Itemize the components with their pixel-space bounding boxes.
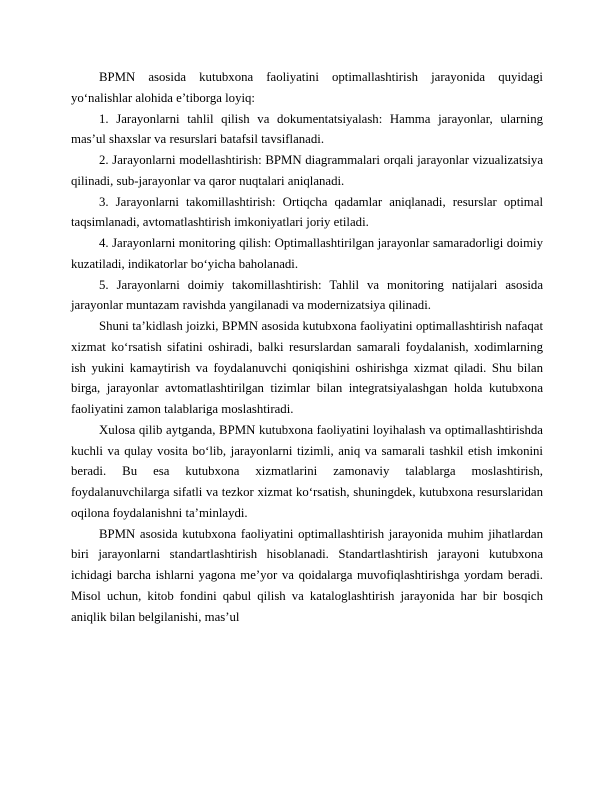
list-item-4: 4. Jarayonlarni monitoring qilish: Optimallashtirilgan jarayonlar samaradorligi doimiy kuzatiladi, indikatorlar bo‘yicha baholanadi. — [71, 236, 543, 271]
list-item-2: 2. Jarayonlarni modellashtirish: BPMN diagrammalari orqali jarayonlar vizualizatsiya qilinadi, sub-jarayonlar va qaror nuqtalari aniqlanadi. — [71, 153, 543, 188]
paragraph-intro: BPMN asosida kutubxona faoliyatini optimallashtirish jarayonida quyidagi yo‘nalishlar alohida e’tiborga loyiq: — [71, 70, 543, 105]
paragraph-emphasis: Shuni ta’kidlash joizki, BPMN asosida kutubxona faoliyatini optimallashtirish nafaqat xizmat ko‘rsatish sifatini oshiradi, balki resurslardan samarali foydalanish, xodimlarning ish yukini kamaytirish va foydalanuvchi qoniqishini oshirishga xizmat qiladi. Shu bilan birga, jarayonlar avtomatlashtirilgan tizimlar bilan integratsiyalashgan holda kutubxona faoliyatini zamon talablariga moslashtiradi. — [71, 319, 543, 416]
paragraph-standardization: BPMN asosida kutubxona faoliyatini optimallashtirish jarayonida muhim jihatlardan biri jarayonlarni standartlashtirish hisoblanadi. Standartlashtirish jarayoni kutubxona ichidagi barcha ishlarni yagona me’yor va qoidalarga muvofiqlashtirishga yordam beradi. Misol uchun, kitob fondini qabul qilish va kataloglashtirish jarayonida har bir bosqich aniqlik bilan belgilanishi, mas’ul — [71, 526, 543, 624]
list-item-3: 3. Jarayonlarni takomillashtirish: Ortiqcha qadamlar aniqlanadi, resurslar optimal taqsimlanadi, avtomatlashtirish imkoniyatlari joriy etiladi. — [71, 194, 543, 230]
body-text — [71, 67, 543, 627]
paragraph-conclusion: Xulosa qilib aytganda, BPMN kutubxona faoliyatini loyihalash va optimallashtirishda kuchli va qulay vosita bo‘lib, jarayonlarni tizimli, aniq va samarali tashkil etish imkonini beradi. Bu esa kutubxona xizmatlarini zamonaviy talablarga moslashtirish, foydalanuvchilarga sifatli va tezkor xizmat ko‘rsatish, shuningdek, kutubxona resurslaridan oqilona foydalanishni ta’minlaydi. — [71, 422, 543, 520]
list-item-5: 5. Jarayonlarni doimiy takomillashtirish: Tahlil va monitoring natijalari asosida jarayonlar muntazam ravishda yangilanadi va modernizatsiya qilinadi. — [71, 277, 543, 313]
list-item-1: 1. Jarayonlarni tahlil qilish va dokumentatsiyalash: Hamma jarayonlar, ularning mas’ul shaxslar va resurslari batafsil tavsiflanadi. — [71, 111, 543, 147]
